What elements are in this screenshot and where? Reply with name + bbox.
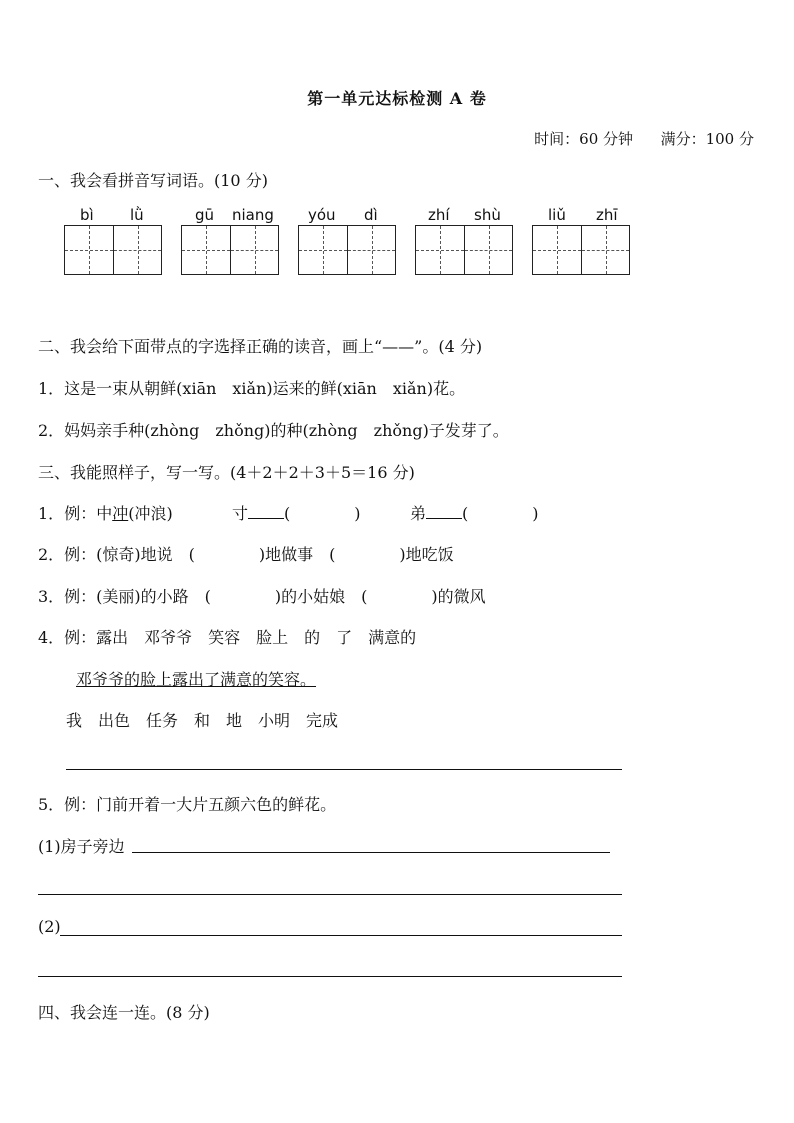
answer-item[interactable]	[410, 501, 539, 524]
exam-score: 满分：100 分	[660, 130, 754, 148]
answer-blank[interactable]	[248, 504, 284, 519]
char-prompt: 寸	[232, 504, 249, 523]
answer-line[interactable]	[38, 976, 622, 977]
writing-grid[interactable]	[415, 225, 513, 275]
writing-grid[interactable]	[181, 225, 279, 275]
section1-heading: 一、我会看拼音写词语。(10 分)	[38, 171, 268, 190]
question-line: 2．妈妈亲手种(zhòng zhǒng)的种(zhòng zhǒng)子发芽了。	[38, 421, 509, 440]
answer-item[interactable]	[232, 501, 361, 524]
answer-line[interactable]	[60, 935, 622, 936]
pinyin: zhī	[596, 206, 618, 224]
answer-line[interactable]	[38, 894, 622, 895]
pinyin: yóu	[308, 206, 336, 224]
answer-paren: ( )	[462, 504, 539, 523]
answer-line[interactable]	[66, 769, 622, 770]
section4-heading: 四、我会连一连。(8 分)	[38, 1003, 210, 1022]
exam-meta	[534, 128, 754, 149]
writing-grid[interactable]	[64, 225, 162, 275]
pinyin: shù	[474, 206, 501, 224]
pinyin: bì	[80, 206, 94, 224]
underlined-char: 冲	[112, 504, 129, 523]
question-line: 3．例：(美丽)的小路 ( )的小姑娘 ( )的微风	[38, 587, 486, 606]
question-line: (1)房子旁边	[38, 837, 125, 856]
writing-grid[interactable]	[532, 225, 630, 275]
question-line	[38, 501, 173, 524]
page-title: 第一单元达标检测 A 卷	[307, 89, 487, 108]
answer-line[interactable]	[132, 852, 610, 853]
answer-blank[interactable]	[426, 504, 462, 519]
example-answer: 邓爷爷的脸上露出了满意的笑容。	[76, 670, 317, 689]
char-prompt: 弟	[410, 504, 427, 523]
example-prefix: 例：中	[64, 504, 113, 523]
pinyin: lǜ	[130, 206, 144, 224]
question-line: 2．例：(惊奇)地说 ( )地做事 ( )地吃饭	[38, 545, 454, 564]
writing-grid[interactable]	[298, 225, 396, 275]
pinyin: zhí	[428, 206, 450, 224]
question-line: (2)	[38, 917, 61, 936]
word-list: 我 出色 任务 和 地 小明 完成	[66, 711, 339, 730]
question-line: 4．例：露出 邓爷爷 笑容 脸上 的 了 满意的	[38, 628, 417, 647]
question-line: 1．这是一束从朝鲜(xiān xiǎn)运来的鲜(xiān xiǎn)花。	[38, 379, 466, 398]
section2-heading: 二、我会给下面带点的字选择正确的读音，画上“——”。(4 分)	[38, 337, 483, 356]
section3-heading: 三、我能照样子，写一写。(4＋2＋2＋3＋5＝16 分)	[38, 463, 415, 482]
example-rest: (冲浪)	[128, 504, 173, 523]
pinyin: gū	[195, 206, 215, 224]
question-number: 1．	[38, 504, 65, 523]
pinyin: niang	[232, 206, 274, 224]
answer-paren: ( )	[284, 504, 361, 523]
question-line: 5．例：门前开着一大片五颜六色的鲜花。	[38, 795, 337, 814]
pinyin: dì	[364, 206, 378, 224]
pinyin: liǔ	[548, 206, 566, 224]
exam-time: 时间：60 分钟	[534, 130, 634, 148]
